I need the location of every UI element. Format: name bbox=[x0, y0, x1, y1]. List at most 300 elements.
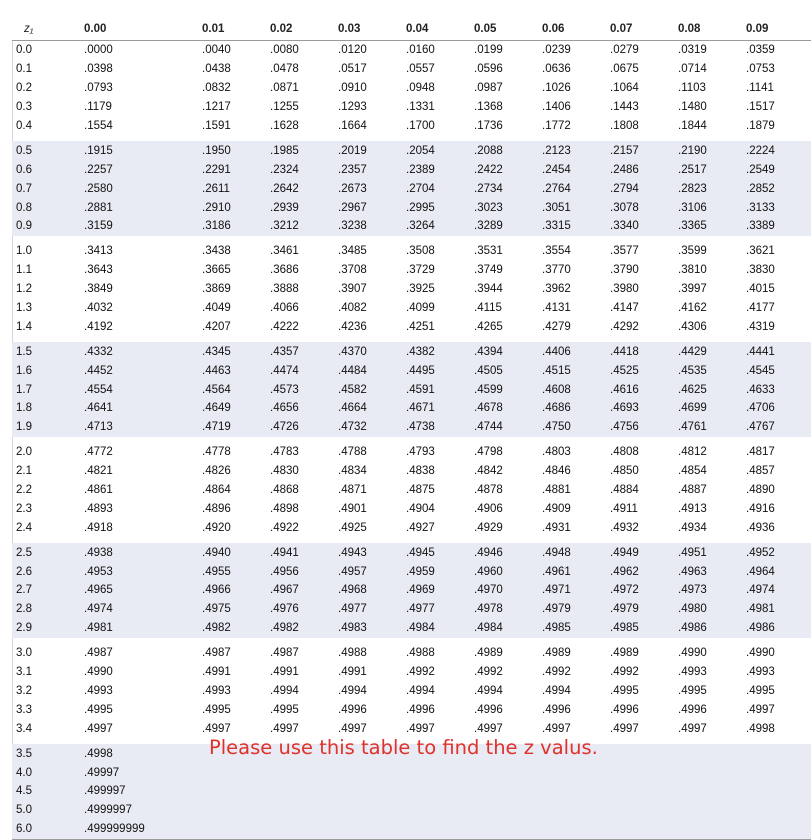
table-row bbox=[12, 380, 811, 399]
probability-cell: .3869 bbox=[202, 283, 231, 296]
probability-cell: .4861 bbox=[84, 484, 113, 497]
probability-cell: .4846 bbox=[542, 465, 571, 478]
table-row bbox=[12, 60, 811, 79]
probability-cell bbox=[474, 801, 542, 820]
probability-cell: .4989 bbox=[610, 647, 639, 660]
probability-cell: .4686 bbox=[542, 399, 610, 418]
probability-cell: .4994 bbox=[270, 684, 299, 697]
probability-cell: .4995 bbox=[202, 703, 231, 716]
z-value-cell: 2.1 bbox=[16, 465, 32, 478]
z-value-cell: 0.4 bbox=[16, 120, 32, 132]
probability-cell: .4982 bbox=[270, 619, 338, 638]
probability-cell: .4292 bbox=[610, 320, 639, 333]
probability-cell bbox=[542, 763, 610, 782]
probability-cell: .4996 bbox=[678, 703, 707, 716]
probability-cell: .4997 bbox=[474, 722, 503, 735]
probability-cell: .4990 bbox=[678, 647, 707, 660]
probability-cell: .4599 bbox=[474, 380, 542, 399]
probability-cell: .4963 bbox=[678, 562, 746, 581]
z-value-cell: 0.5 bbox=[12, 141, 84, 160]
probability-cell: .0239 bbox=[542, 44, 571, 57]
probability-cell: .0675 bbox=[610, 63, 639, 76]
probability-cell bbox=[474, 820, 542, 839]
probability-cell: .0398 bbox=[84, 63, 113, 76]
probability-cell: .0832 bbox=[202, 82, 231, 95]
probability-cell: .3980 bbox=[610, 283, 639, 296]
probability-cell: .4591 bbox=[406, 380, 474, 399]
probability-cell: .4878 bbox=[474, 484, 503, 497]
probability-cell: .2704 bbox=[406, 179, 474, 198]
probability-cell: .4993 bbox=[746, 666, 775, 679]
z-value-cell: 2.6 bbox=[12, 562, 84, 581]
probability-cell: .2357 bbox=[338, 160, 406, 179]
probability-cell: .4991 bbox=[270, 666, 299, 679]
probability-cell: .4881 bbox=[542, 484, 571, 497]
z-value-cell: 3.0 bbox=[16, 647, 32, 660]
probability-cell: .2794 bbox=[610, 179, 678, 198]
table-row bbox=[12, 361, 811, 380]
z-value-cell: 0.1 bbox=[16, 63, 32, 76]
probability-cell: .4192 bbox=[84, 320, 113, 333]
probability-cell: .1591 bbox=[202, 120, 231, 132]
probability-cell: .2995 bbox=[406, 198, 474, 217]
probability-cell: .4981 bbox=[746, 600, 811, 619]
z-value-cell: 0.2 bbox=[16, 82, 32, 95]
probability-cell: .4996 bbox=[542, 703, 571, 716]
probability-cell: .2580 bbox=[84, 179, 202, 198]
z-column-header: z₁ bbox=[12, 18, 84, 41]
z-table bbox=[12, 18, 811, 840]
probability-cell: .2852 bbox=[746, 179, 811, 198]
probability-cell: .4959 bbox=[406, 562, 474, 581]
probability-cell bbox=[338, 820, 406, 839]
probability-cell: .4981 bbox=[84, 619, 202, 638]
probability-cell: .1700 bbox=[406, 120, 435, 132]
table-row bbox=[12, 117, 811, 136]
probability-cell: .0910 bbox=[338, 82, 367, 95]
probability-cell: .4812 bbox=[678, 446, 707, 459]
table-row bbox=[12, 820, 811, 839]
probability-cell: .4857 bbox=[746, 465, 775, 478]
probability-cell: .4554 bbox=[84, 380, 202, 399]
probability-cell: .1368 bbox=[474, 101, 503, 114]
probability-cell: .4515 bbox=[542, 361, 610, 380]
probability-cell: .4972 bbox=[610, 581, 678, 600]
table-row bbox=[12, 600, 811, 619]
row-group bbox=[12, 543, 811, 637]
probability-cell: .2910 bbox=[202, 198, 270, 217]
probability-cell: .4976 bbox=[270, 600, 338, 619]
probability-cell: .4906 bbox=[474, 502, 503, 515]
probability-cell: .4957 bbox=[338, 562, 406, 581]
probability-cell: .3962 bbox=[542, 283, 571, 296]
column-header: 0.08 bbox=[678, 18, 746, 41]
probability-cell: .4265 bbox=[474, 320, 503, 333]
z-value-cell: 1.2 bbox=[16, 283, 32, 296]
probability-cell: .0000 bbox=[84, 44, 113, 57]
probability-cell: .3389 bbox=[746, 217, 811, 236]
probability-cell: .2157 bbox=[610, 141, 678, 160]
z-value-cell: 4.0 bbox=[12, 763, 84, 782]
probability-cell: .4996 bbox=[406, 703, 435, 716]
table-row bbox=[12, 499, 811, 518]
probability-cell: .4970 bbox=[474, 581, 542, 600]
probability-cell: .1844 bbox=[678, 120, 707, 132]
probability-cell: .4793 bbox=[406, 446, 435, 459]
probability-cell: .4850 bbox=[610, 465, 639, 478]
probability-cell: .4082 bbox=[338, 302, 367, 315]
table-row bbox=[12, 179, 811, 198]
probability-cell: .3461 bbox=[270, 245, 299, 258]
z-value-cell: 3.3 bbox=[16, 703, 32, 716]
probability-cell: .2123 bbox=[542, 141, 610, 160]
probability-cell: .4826 bbox=[202, 465, 231, 478]
probability-cell: .4986 bbox=[746, 619, 811, 638]
probability-cell: .0987 bbox=[474, 82, 503, 95]
probability-cell bbox=[202, 801, 270, 820]
probability-cell: .4987 bbox=[84, 647, 113, 660]
probability-cell: .2224 bbox=[746, 141, 811, 160]
probability-cell: .4582 bbox=[338, 380, 406, 399]
column-header: 0.07 bbox=[610, 18, 678, 41]
probability-cell: .2764 bbox=[542, 179, 610, 198]
probability-cell: .4463 bbox=[202, 361, 270, 380]
probability-cell: .4980 bbox=[678, 600, 746, 619]
probability-cell: .2486 bbox=[610, 160, 678, 179]
probability-cell: .4608 bbox=[542, 380, 610, 399]
probability-cell: .4964 bbox=[746, 562, 811, 581]
z-value-cell: 4.5 bbox=[12, 782, 84, 801]
table-row bbox=[12, 543, 811, 562]
probability-cell: .4761 bbox=[678, 418, 746, 437]
probability-cell: .1026 bbox=[542, 82, 571, 95]
table-row bbox=[12, 217, 811, 236]
column-header: 0.06 bbox=[542, 18, 610, 41]
probability-cell bbox=[202, 782, 270, 801]
probability-cell: .4992 bbox=[542, 666, 571, 679]
probability-cell: .4966 bbox=[202, 581, 270, 600]
probability-cell: .4997 bbox=[338, 722, 367, 735]
probability-cell: .4997 bbox=[678, 722, 707, 735]
probability-cell: .4931 bbox=[542, 521, 571, 534]
row-group bbox=[12, 644, 811, 738]
probability-cell: .0753 bbox=[746, 63, 775, 76]
table-header bbox=[12, 18, 811, 41]
probability-cell: .4998 bbox=[746, 722, 775, 735]
probability-cell: .1950 bbox=[202, 141, 270, 160]
table-row bbox=[12, 261, 811, 280]
probability-cell: .3621 bbox=[746, 245, 775, 258]
probability-cell bbox=[678, 763, 746, 782]
probability-cell: .2019 bbox=[338, 141, 406, 160]
probability-cell bbox=[610, 782, 678, 801]
z-value-cell: 1.1 bbox=[16, 264, 32, 277]
probability-cell: .4965 bbox=[84, 581, 202, 600]
probability-cell: .4896 bbox=[202, 502, 231, 515]
probability-cell: .4956 bbox=[270, 562, 338, 581]
probability-cell: .4871 bbox=[338, 484, 367, 497]
probability-cell: .4995 bbox=[270, 703, 299, 716]
probability-cell: .2642 bbox=[270, 179, 338, 198]
probability-cell: .4975 bbox=[202, 600, 270, 619]
probability-cell: .3238 bbox=[338, 217, 406, 236]
probability-cell: .4997 bbox=[84, 722, 113, 735]
z-value-cell: 2.7 bbox=[12, 581, 84, 600]
z-value-cell: 1.5 bbox=[12, 342, 84, 361]
probability-cell: .1915 bbox=[84, 141, 202, 160]
probability-cell: .4452 bbox=[84, 361, 202, 380]
z-value-cell: 5.0 bbox=[12, 801, 84, 820]
z-value-cell: 0.8 bbox=[12, 198, 84, 217]
probability-cell: .2389 bbox=[406, 160, 474, 179]
probability-cell: .3106 bbox=[678, 198, 746, 217]
probability-cell: .4441 bbox=[746, 342, 811, 361]
probability-cell: .4706 bbox=[746, 399, 811, 418]
probability-cell: .4834 bbox=[338, 465, 367, 478]
probability-cell: .3708 bbox=[338, 264, 367, 277]
column-header: 0.04 bbox=[406, 18, 474, 41]
z-value-cell: 3.5 bbox=[12, 744, 84, 763]
probability-cell: .4992 bbox=[406, 666, 435, 679]
header-row bbox=[12, 18, 811, 41]
probability-cell: .3810 bbox=[678, 264, 707, 277]
probability-cell: .4750 bbox=[542, 418, 610, 437]
probability-cell: .3289 bbox=[474, 217, 542, 236]
probability-cell: .4992 bbox=[610, 666, 639, 679]
z-value-cell: 3.1 bbox=[16, 666, 32, 679]
table-row bbox=[12, 280, 811, 299]
probability-cell: .3078 bbox=[610, 198, 678, 217]
probability-cell: .4616 bbox=[610, 380, 678, 399]
table-row bbox=[12, 782, 811, 801]
z-value-cell: 0.6 bbox=[12, 160, 84, 179]
probability-cell: .4994 bbox=[338, 684, 367, 697]
probability-cell: .4868 bbox=[270, 484, 299, 497]
z-value-cell: 2.3 bbox=[16, 502, 32, 515]
probability-cell bbox=[406, 782, 474, 801]
probability-cell: .4922 bbox=[270, 521, 299, 534]
probability-cell: .1517 bbox=[746, 101, 775, 114]
probability-cell: .2967 bbox=[338, 198, 406, 217]
probability-cell: .4222 bbox=[270, 320, 299, 333]
probability-cell: .4821 bbox=[84, 465, 113, 478]
probability-cell: .0279 bbox=[610, 44, 639, 57]
probability-cell: .4162 bbox=[678, 302, 707, 315]
probability-cell bbox=[610, 820, 678, 839]
probability-cell: .3508 bbox=[406, 245, 435, 258]
probability-cell: .3849 bbox=[84, 283, 113, 296]
probability-cell: .4961 bbox=[542, 562, 610, 581]
probability-cell: .4988 bbox=[406, 647, 435, 660]
probability-cell: .4969 bbox=[406, 581, 474, 600]
probability-cell bbox=[406, 801, 474, 820]
probability-cell: .4898 bbox=[270, 502, 299, 515]
probability-cell: .4901 bbox=[338, 502, 367, 515]
probability-cell: .4306 bbox=[678, 320, 707, 333]
probability-cell: .4484 bbox=[338, 361, 406, 380]
probability-cell: .4357 bbox=[270, 342, 338, 361]
probability-cell: .3315 bbox=[542, 217, 610, 236]
probability-cell: .4319 bbox=[746, 320, 775, 333]
probability-cell: .4032 bbox=[84, 302, 113, 315]
probability-cell: .4066 bbox=[270, 302, 299, 315]
probability-cell: .1064 bbox=[610, 82, 639, 95]
probability-cell bbox=[678, 820, 746, 839]
probability-cell: .4345 bbox=[202, 342, 270, 361]
probability-cell: .4495 bbox=[406, 361, 474, 380]
probability-cell: .3133 bbox=[746, 198, 811, 217]
z-value-cell: 0.0 bbox=[16, 44, 32, 57]
probability-cell: .4952 bbox=[746, 543, 811, 562]
probability-cell: .4909 bbox=[542, 502, 571, 515]
probability-cell: .4989 bbox=[542, 647, 571, 660]
probability-cell: .4767 bbox=[746, 418, 811, 437]
probability-cell: .3830 bbox=[746, 264, 775, 277]
probability-cell: .4525 bbox=[610, 361, 678, 380]
probability-cell: .4772 bbox=[84, 446, 113, 459]
table-row bbox=[12, 801, 811, 820]
probability-cell: .4948 bbox=[542, 543, 610, 562]
probability-cell bbox=[202, 763, 270, 782]
probability-cell: .2549 bbox=[746, 160, 811, 179]
probability-cell: .4370 bbox=[338, 342, 406, 361]
probability-cell: .4997 bbox=[746, 703, 775, 716]
probability-cell: .4798 bbox=[474, 446, 503, 459]
probability-cell: .3907 bbox=[338, 283, 367, 296]
column-header: 0.00 bbox=[84, 18, 202, 41]
table-row bbox=[12, 462, 811, 481]
probability-cell bbox=[746, 744, 811, 763]
probability-cell: .4984 bbox=[474, 619, 542, 638]
probability-cell: .4996 bbox=[610, 703, 639, 716]
table-row bbox=[12, 581, 811, 600]
probability-cell: .4995 bbox=[746, 684, 775, 697]
probability-cell: .4207 bbox=[202, 320, 231, 333]
table-row bbox=[12, 443, 811, 462]
probability-cell: .3186 bbox=[202, 217, 270, 236]
probability-cell bbox=[610, 801, 678, 820]
table-row bbox=[12, 481, 811, 500]
probability-cell bbox=[610, 763, 678, 782]
probability-cell: .3413 bbox=[84, 245, 113, 258]
probability-cell: .0160 bbox=[406, 44, 435, 57]
probability-cell: .4949 bbox=[610, 543, 678, 562]
probability-cell: .4994 bbox=[474, 684, 503, 697]
probability-cell bbox=[678, 801, 746, 820]
table-row bbox=[12, 644, 811, 663]
z-value-cell: 6.0 bbox=[12, 820, 84, 839]
probability-cell: .3888 bbox=[270, 283, 299, 296]
probability-cell: .4418 bbox=[610, 342, 678, 361]
probability-cell: .0793 bbox=[84, 82, 113, 95]
probability-cell: .0478 bbox=[270, 63, 299, 76]
table-row bbox=[12, 518, 811, 537]
probability-cell: .4982 bbox=[202, 619, 270, 638]
z-value-cell: 1.3 bbox=[16, 302, 32, 315]
probability-cell: .4960 bbox=[474, 562, 542, 581]
probability-cell: .4920 bbox=[202, 521, 231, 534]
probability-cell: .1480 bbox=[678, 101, 707, 114]
probability-cell: .4726 bbox=[270, 418, 338, 437]
probability-cell bbox=[474, 782, 542, 801]
probability-cell: .4864 bbox=[202, 484, 231, 497]
probability-cell: .4573 bbox=[270, 380, 338, 399]
probability-cell: .4641 bbox=[84, 399, 202, 418]
probability-cell: .4995 bbox=[610, 684, 639, 697]
probability-cell bbox=[474, 763, 542, 782]
probability-cell: .2422 bbox=[474, 160, 542, 179]
probability-cell: .1772 bbox=[542, 120, 571, 132]
row-group bbox=[12, 342, 811, 436]
probability-cell bbox=[678, 744, 746, 763]
probability-cell: .1217 bbox=[202, 101, 231, 114]
probability-cell: .1255 bbox=[270, 101, 299, 114]
probability-cell bbox=[746, 801, 811, 820]
probability-cell: .4925 bbox=[338, 521, 367, 534]
column-header: 0.09 bbox=[746, 18, 811, 41]
probability-cell bbox=[542, 782, 610, 801]
probability-cell: .4394 bbox=[474, 342, 542, 361]
probability-cell: .4693 bbox=[610, 399, 678, 418]
probability-cell: .0080 bbox=[270, 44, 299, 57]
probability-cell: .4997 bbox=[270, 722, 299, 735]
probability-cell: .4474 bbox=[270, 361, 338, 380]
probability-cell: .2054 bbox=[406, 141, 474, 160]
probability-cell: .3599 bbox=[678, 245, 707, 258]
instruction-note: Please use this table to find the z valus. bbox=[209, 736, 598, 759]
probability-cell: .4990 bbox=[746, 647, 775, 660]
probability-cell: .4997 bbox=[610, 722, 639, 735]
z-value-cell: 3.2 bbox=[16, 684, 32, 697]
probability-cell: .4992 bbox=[474, 666, 503, 679]
z-value-cell: 0.7 bbox=[12, 179, 84, 198]
table-row bbox=[12, 79, 811, 98]
probability-cell: .4998 bbox=[84, 744, 202, 763]
probability-cell: .4713 bbox=[84, 418, 202, 437]
probability-cell bbox=[338, 782, 406, 801]
probability-cell: .3729 bbox=[406, 264, 435, 277]
probability-cell: .3340 bbox=[610, 217, 678, 236]
probability-cell: .4940 bbox=[202, 543, 270, 562]
probability-cell: .3264 bbox=[406, 217, 474, 236]
probability-cell: .3997 bbox=[678, 283, 707, 296]
probability-cell: .3051 bbox=[542, 198, 610, 217]
probability-cell: .0199 bbox=[474, 44, 503, 57]
probability-cell bbox=[406, 820, 474, 839]
probability-cell: .4945 bbox=[406, 543, 474, 562]
probability-cell: .4979 bbox=[610, 600, 678, 619]
probability-cell: .4993 bbox=[202, 684, 231, 697]
z-value-cell: 0.3 bbox=[16, 101, 32, 114]
table-row bbox=[12, 700, 811, 719]
probability-cell: .4719 bbox=[202, 418, 270, 437]
probability-cell: .0714 bbox=[678, 63, 707, 76]
z-value-cell: 0.9 bbox=[12, 217, 84, 236]
probability-cell: .1406 bbox=[542, 101, 571, 114]
probability-cell: .1985 bbox=[270, 141, 338, 160]
z-value-cell: 2.2 bbox=[16, 484, 32, 497]
probability-cell: .4131 bbox=[542, 302, 571, 315]
probability-cell: .1141 bbox=[746, 82, 774, 95]
probability-cell: .3944 bbox=[474, 283, 503, 296]
z-value-cell: 2.9 bbox=[12, 619, 84, 638]
probability-cell: .4997 bbox=[202, 722, 231, 735]
probability-cell: .0438 bbox=[202, 63, 231, 76]
probability-cell: .4993 bbox=[84, 684, 113, 697]
probability-cell: .4968 bbox=[338, 581, 406, 600]
probability-cell: .0596 bbox=[474, 63, 503, 76]
probability-cell: .4977 bbox=[338, 600, 406, 619]
